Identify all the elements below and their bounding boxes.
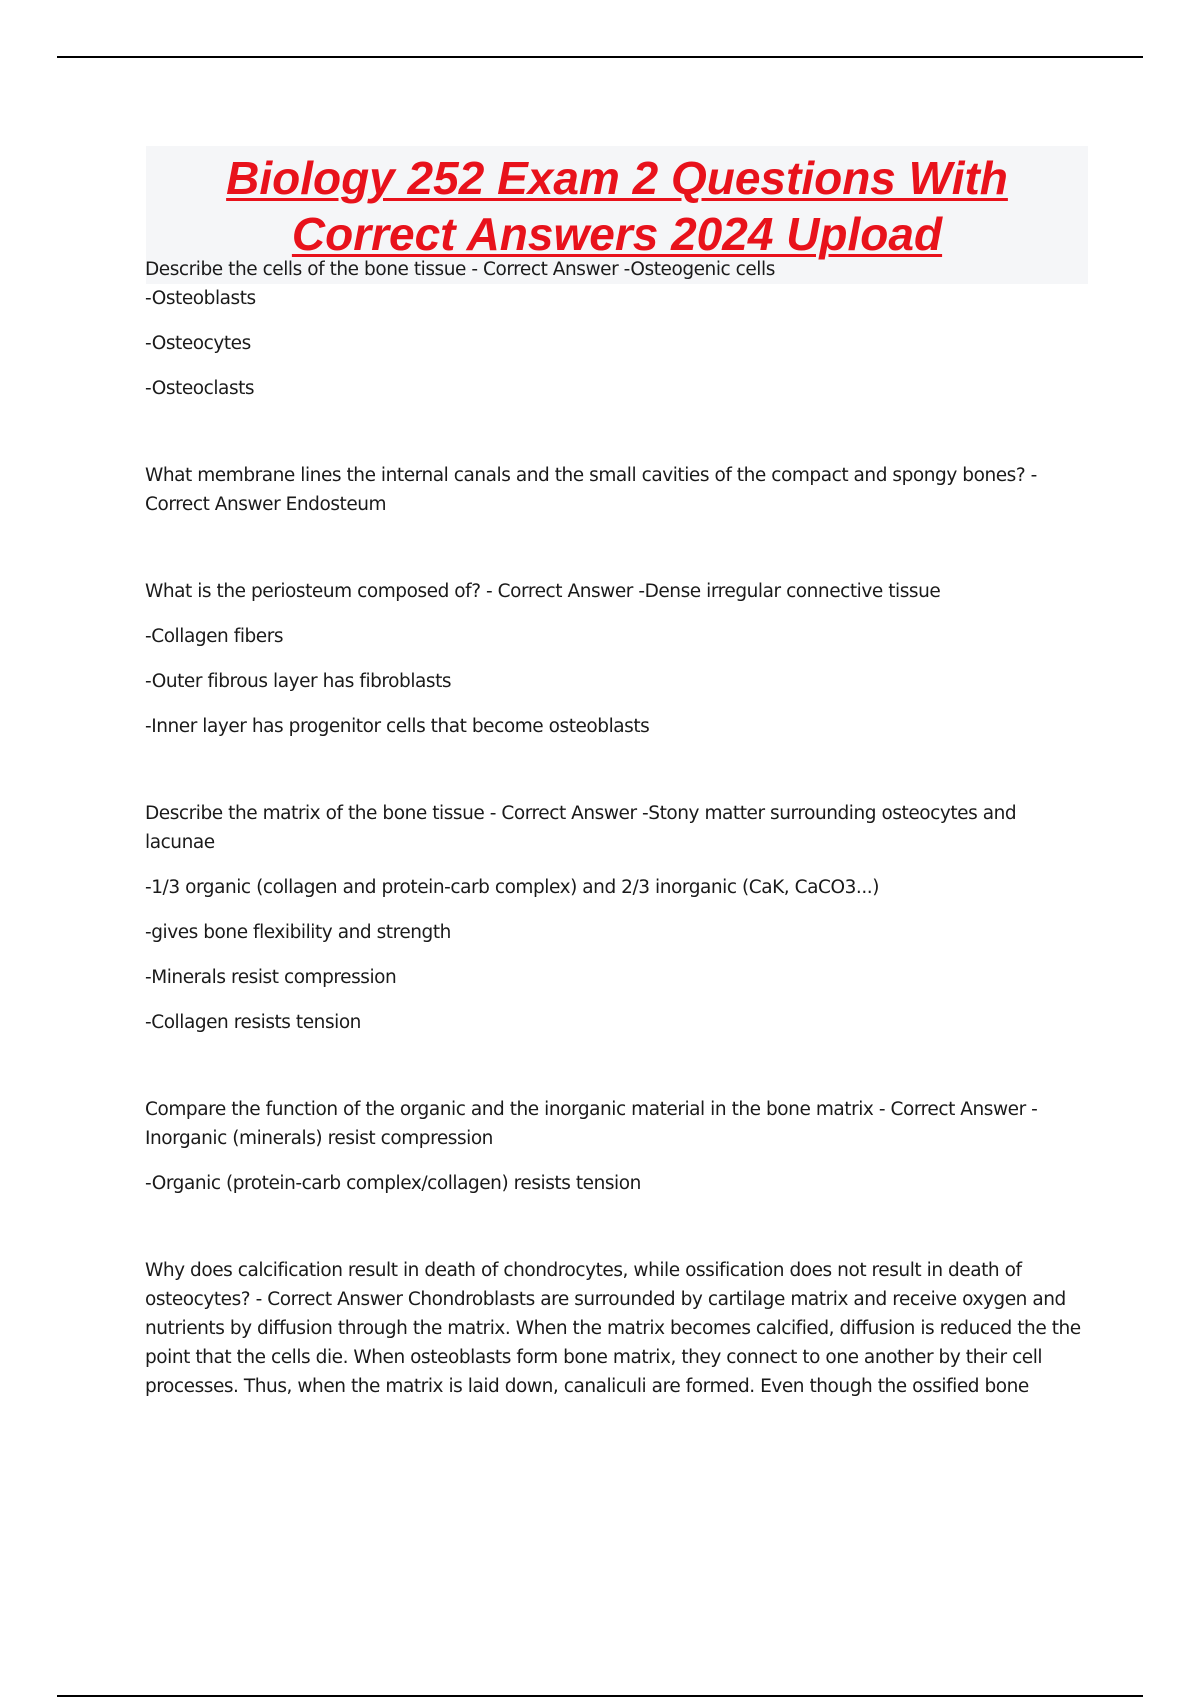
spacer	[145, 519, 1090, 577]
qa-line: -Collagen fibers	[145, 626, 284, 647]
qa-item	[145, 1095, 1090, 1198]
qa-line: What is the periosteum composed of? - Correct Answer -Dense irregular connective tissue	[145, 581, 941, 602]
qa-line: Compare the function of the organic and the inorganic material in the bone matrix - Correct Answer - Inorganic (minerals) resist compression	[145, 1099, 1043, 1149]
qa-item	[145, 461, 1090, 519]
qa-line: -Osteocytes	[145, 333, 251, 354]
qa-line: Why does calcification result in death of chondrocytes, while ossification does not result in death of osteocytes? - Correct Answer Chondroblasts are surrounded by cartilage matrix and receive oxygen and nutrients by diffusion through the matrix. When the matrix becomes calcified, diffusion is reduced the the point that the cells die. When osteoblasts form bone matrix, they connect to one another by their cell processes. Thus, when the matrix is laid down, canaliculi are formed. Even though the ossified bone	[145, 1260, 1087, 1397]
spacer	[145, 1198, 1090, 1256]
qa-item	[145, 799, 1090, 1037]
title-line-1: Biology 252 Exam 2 Questions With	[226, 152, 1008, 204]
qa-content	[145, 255, 1090, 1401]
qa-line: -gives bone flexibility and strength	[145, 922, 451, 943]
document-title	[146, 146, 1088, 262]
qa-line: -Outer fibrous layer has fibroblasts	[145, 671, 452, 692]
qa-line: What membrane lines the internal canals and the small cavities of the compact and spongy bones? - Correct Answer Endosteum	[145, 465, 1043, 515]
header-rule	[57, 56, 1143, 58]
qa-line: -Collagen resists tension	[145, 1012, 361, 1033]
footer-rule	[57, 1695, 1143, 1697]
qa-line: Describe the matrix of the bone tissue - Correct Answer -Stony matter surrounding osteocytes and lacunae	[145, 803, 1022, 853]
title-line-2: Correct Answers 2024 Upload	[291, 208, 943, 260]
spacer	[145, 1037, 1090, 1095]
qa-item	[145, 577, 1090, 741]
qa-line: -Inner layer has progenitor cells that become osteoblasts	[145, 716, 650, 737]
spacer	[145, 741, 1090, 799]
qa-line: -1/3 organic (collagen and protein-carb complex) and 2/3 inorganic (CaK, CaCO3...)	[145, 877, 879, 898]
qa-line: -Minerals resist compression	[145, 967, 397, 988]
qa-item	[145, 255, 1090, 403]
qa-line: Describe the cells of the bone tissue - Correct Answer -Osteogenic cells -Osteoblasts	[145, 259, 775, 309]
qa-line: -Organic (protein-carb complex/collagen) resists tension	[145, 1173, 641, 1194]
spacer	[145, 403, 1090, 461]
qa-line: -Osteoclasts	[145, 378, 255, 399]
qa-item	[145, 1256, 1090, 1401]
